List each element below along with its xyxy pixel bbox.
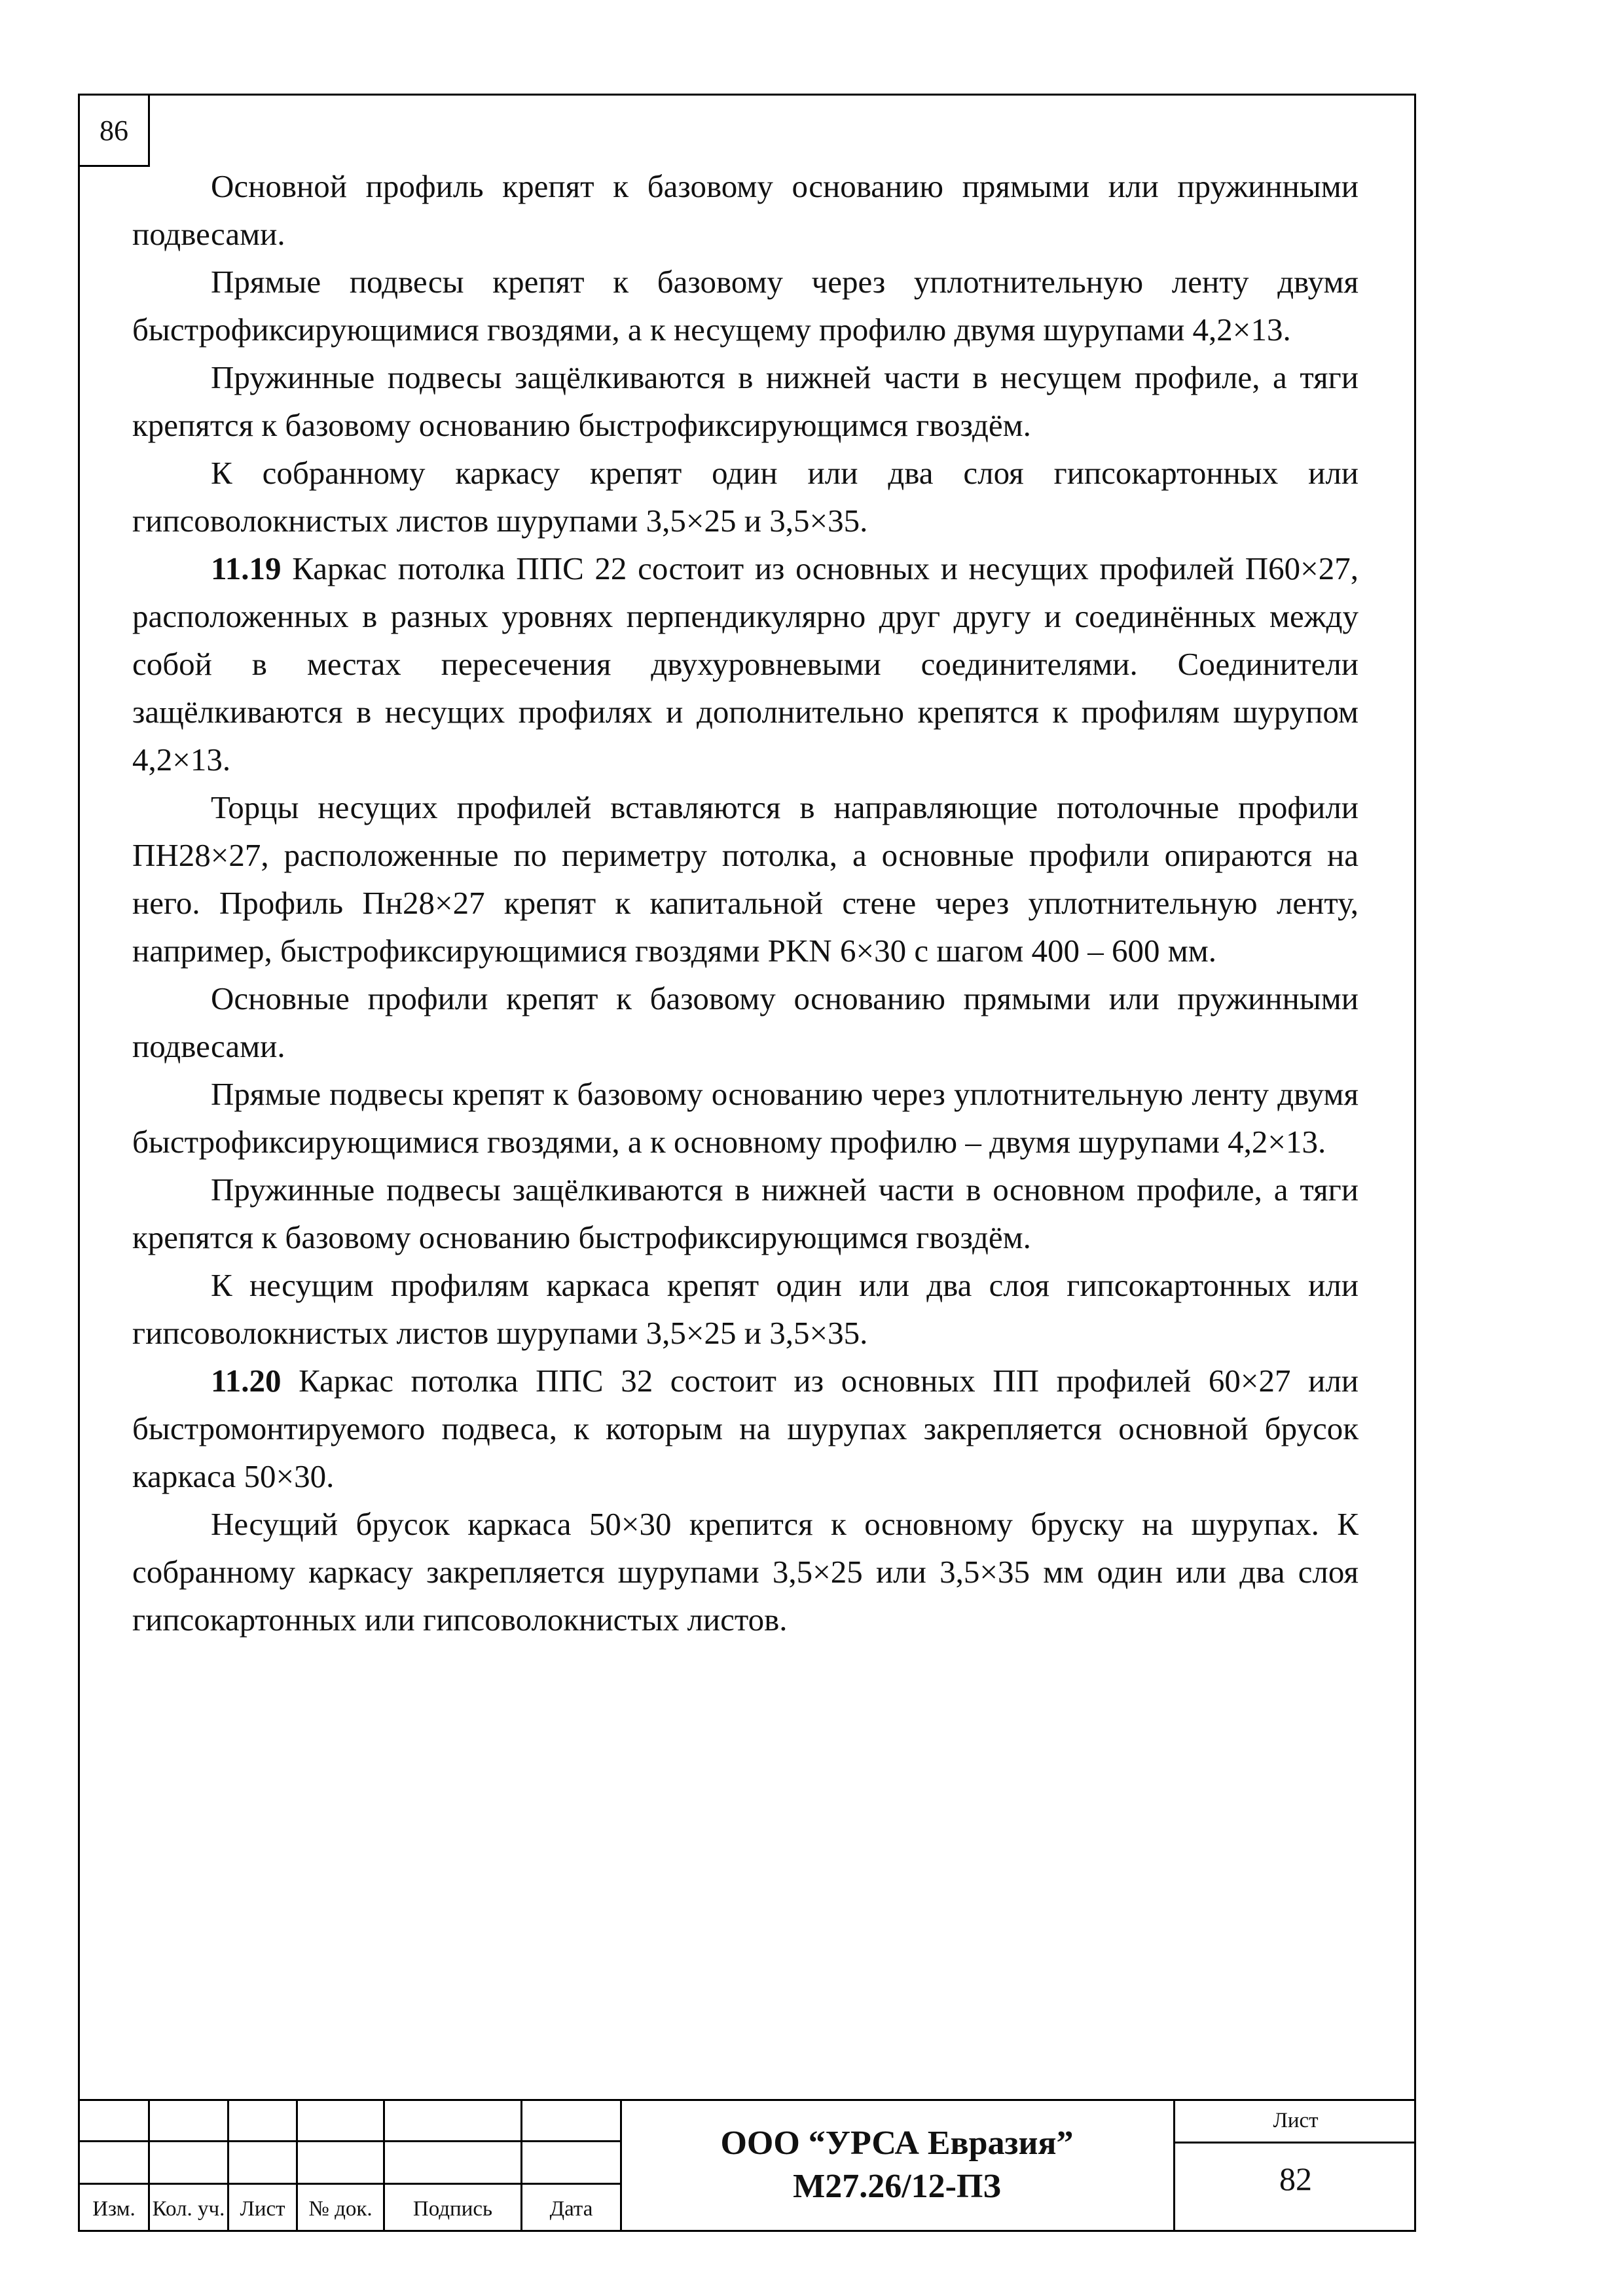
col-label-kol-uch: Кол. уч. bbox=[152, 2197, 225, 2221]
paragraph: 11.20 Каркас потолка ППС 32 состоит из основных ПП профилей 60×27 или быстромонтируемого подвеса, к которым на шурупах закрепляется основной брусок каркаса 50×30. bbox=[132, 1363, 1359, 1494]
paragraph: Несущий брусок каркаса 50×30 крепится к основному бруску на шурупах. К собранному каркасу закрепляется шурупами 3,5×25 или 3,5×35 мм один или два слоя гипсокартонных или гипсоволокнистых листов. bbox=[132, 1506, 1359, 1638]
paragraph: К несущим профилям каркаса крепят один или два слоя гипсокартонных или гипсоволокнистых листов шурупами 3,5×25 и 3,5×35. bbox=[132, 1267, 1359, 1351]
col-label-izm: Изм. bbox=[92, 2197, 136, 2221]
title-block-org bbox=[622, 2122, 1172, 2208]
paragraph: К собранному каркасу крепят один или два слоя гипсокартонных или гипсоволокнистых листов шурупами 3,5×25 и 3,5×35. bbox=[132, 455, 1359, 539]
paragraph: Прямые подвесы крепят к базовому через уплотнительную ленту двумя быстрофиксирующимися гвоздями, а к несущему профилю двумя шурупами 4,2×13. bbox=[132, 264, 1359, 348]
doc-code: М27.26/12-ПЗ bbox=[793, 2168, 1001, 2205]
col-label-signature: Подпись bbox=[412, 2197, 493, 2221]
page-number: 86 bbox=[78, 94, 150, 167]
paragraph: Пружинные подвесы защёлкиваются в нижней части в несущем профиле, а тяги крепятся к базовому основанию быстрофиксирующимся гвоздём. bbox=[132, 359, 1359, 443]
paragraph: Пружинные подвесы защёлкиваются в нижней части в основном профиле, а тяги крепятся к базовому основанию быстрофиксирующимся гвоздём. bbox=[132, 1172, 1359, 1255]
col-label-doc-no: № док. bbox=[308, 2197, 373, 2221]
body-text bbox=[132, 162, 1359, 1643]
sheet-number: 82 bbox=[1279, 2161, 1312, 2197]
paragraph: 11.19 Каркас потолка ППС 22 состоит из основных и несущих профилей П60×27, расположенных в разных уровнях перпендикулярно друг другу и соединённых между собой в местах пересечения двухуровневыми соединителями. Соединители защёлкиваются в несущих профилях и дополнительно крепятся к профилям шурупом 4,2×13. bbox=[132, 550, 1359, 778]
col-label-date: Дата bbox=[549, 2197, 593, 2221]
sheet-label: Лист bbox=[1273, 2109, 1319, 2132]
section-number: 11.20 bbox=[211, 1363, 282, 1399]
section-number: 11.19 bbox=[211, 550, 282, 586]
title-block-line bbox=[1175, 2142, 1416, 2144]
title-block-line bbox=[78, 2140, 622, 2142]
paragraph: Торцы несущих профилей вставляются в направляющие потолочные профили ПН28×27, расположенные по периметру потолка, а основные профили опираются на него. Профиль Пн28×27 крепят к капитальной стене через уплотнительную ленту, например, быстрофиксирующимися гвоздями PKN 6×30 с шагом 400 – 600 мм. bbox=[132, 789, 1359, 969]
paragraph: Прямые подвесы крепят к базовому основанию через уплотнительную ленту двумя быстрофиксирующимися гвоздями, а к основному профилю – двумя шурупами 4,2×13. bbox=[132, 1076, 1359, 1160]
paragraph: Основной профиль крепят к базовому основанию прямыми или пружинными подвесами. bbox=[132, 168, 1359, 252]
paragraph: Основные профили крепят к базовому основанию прямыми или пружинными подвесами. bbox=[132, 980, 1359, 1064]
org-name: ООО “УРСА Евразия” bbox=[720, 2125, 1074, 2162]
title-block-line bbox=[78, 2183, 622, 2185]
col-label-list: Лист bbox=[240, 2197, 285, 2221]
